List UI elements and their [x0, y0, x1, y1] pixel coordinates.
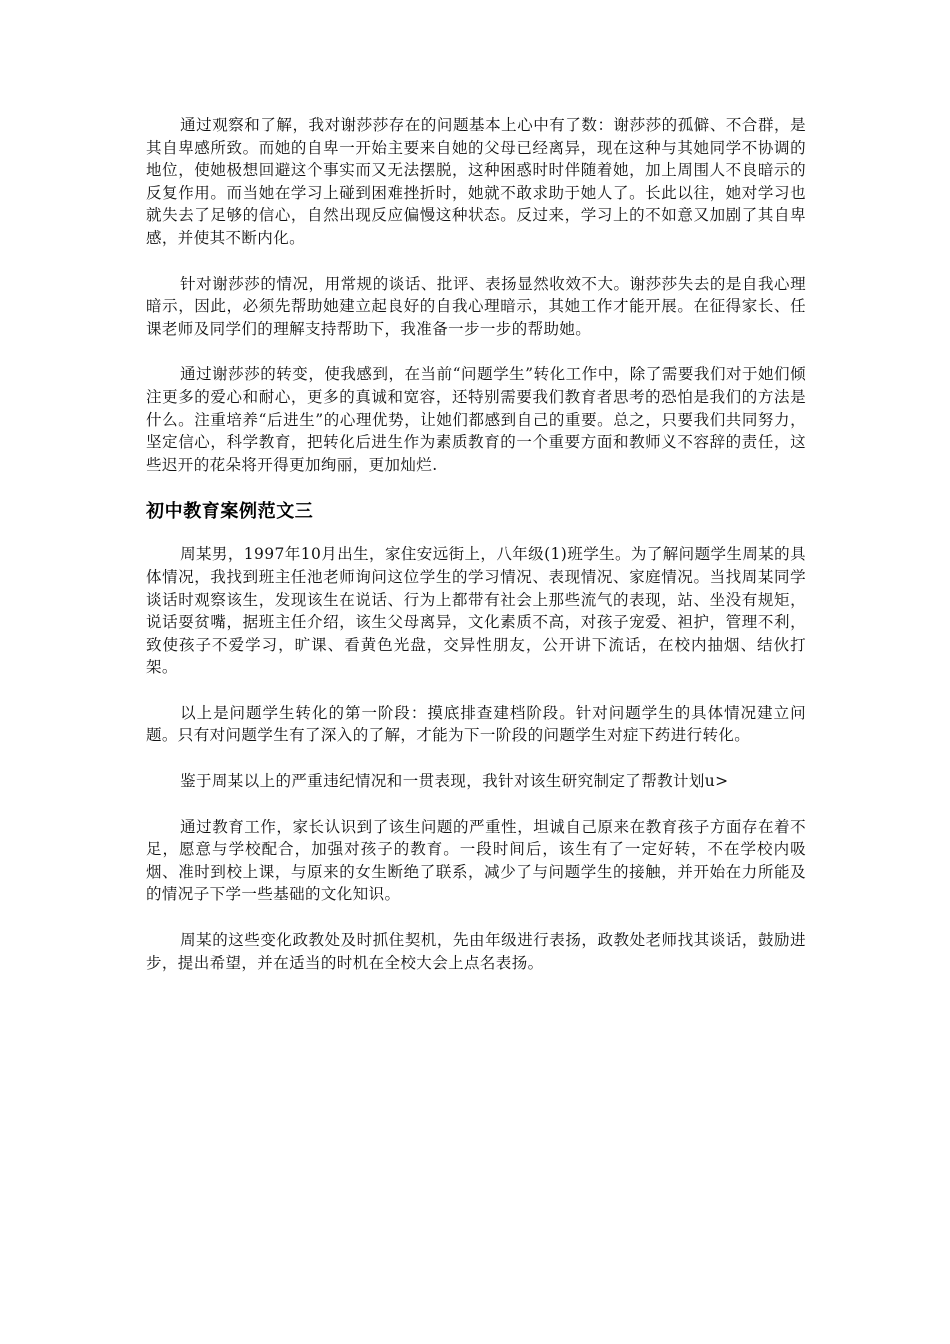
paragraph-first-stage: 以上是问题学生转化的第一阶段：摸底排查建档阶段。针对问题学生的具体情况建立问题。只有对问题学生有了深入的了解，才能为下一阶段的问题学生对症下药进行转化。 — [146, 703, 806, 745]
paragraph-observation: 通过观察和了解，我对谢莎莎存在的问题基本上心中有了数：谢莎莎的孤僻、不合群，是其自卑感所致。而她的自卑一开始主要来自她的父母已经离异，现在这种与其她同学不协调的地位，使她极想回避这个事实而又无法摆脱，这种困惑时时伴随着她，加上周围人不良暗示的反复作用。而当她在学习上碰到困难挫折时，她就不敢求助于她人了。长此以往，她对学习也就失去了足够的信心，自然出现反应偏慢这种状态。反过来，学习上的不如意又加剧了其自卑感，并使其不断内化。 — [146, 116, 806, 247]
section-heading: 初中教育案例范文三 — [146, 501, 314, 523]
paragraph-plan: 鉴于周某以上的严重违纪情况和一贯表现，我针对该生研究制定了帮教计划u> — [180, 772, 729, 791]
paragraph-reflection: 通过谢莎莎的转变，使我感到，在当前“问题学生”转化工作中，除了需要我们对于她们倾注更多的爱心和耐心，更多的真诚和宽容，还特别需要我们教育者思考的恐怕是我们的方法是什么。注重培养“后进生”的心理优势，让她们都感到自己的重要。总之，只要我们共同努力，坚定信心，科学教育，把转化后进生作为素质教育的一个重要方面和教师义不容辞的责任，这些迟开的花朵将开得更加绚丽，更加灿烂. — [146, 365, 806, 474]
paragraph-strategy: 针对谢莎莎的情况，用常规的谈话、批评、表扬显然收效不大。谢莎莎失去的是自我心理暗示，因此，必须先帮助她建立起良好的自我心理暗示，其她工作才能开展。在征得家长、任课老师及同学们的理解支持帮助下，我准备一步一步的帮助她。 — [146, 274, 806, 338]
paragraph-progress: 通过教育工作，家长认识到了该生问题的严重性，坦诚自己原来在教育孩子方面存在着不足，愿意与学校配合，加强对孩子的教育。一段时间后，该生有了一定好转，不在学校内吸烟、准时到校上课，与原来的女生断绝了联系，减少了与问题学生的接触，并开始在力所能及的情况子下学一些基础的文化知识。 — [146, 817, 806, 904]
paragraph-praise: 周某的这些变化政教处及时抓住契机，先由年级进行表扬，政教处老师找其谈话，鼓励进步，提出希望，并在适当的时机在全校大会上点名表扬。 — [146, 931, 806, 972]
paragraph-student-background: 周某男，1997年10月出生，家住安远街上，八年级(1)班学生。为了解问题学生周某的具体情况，我找到班主任池老师询问这位学生的学习情况、表现情况、家庭情况。当找周某同学谈话时观察该生，发现该生在说话、行为上都带有社会上那些流气的表现，站、坐没有规矩，说话耍贫嘴，据班主任介绍，该生父母离异，文化素质不高，对孩子宠爱、袒护，管理不利，致使孩子不爱学习，旷课、看黄色光盘，交异性朋友，公开讲下流话，在校内抽烟、结伙打架。 — [146, 545, 806, 677]
document-body — [146, 114, 806, 997]
